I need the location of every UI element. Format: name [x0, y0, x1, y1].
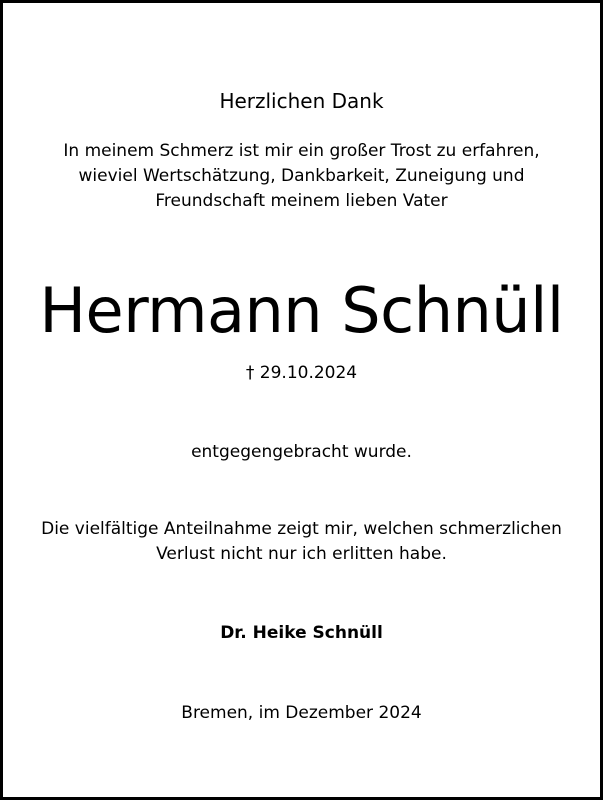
death-date: † 29.10.2024 [245, 363, 358, 383]
signature: Dr. Heike Schnüll [220, 623, 383, 643]
intro-line: wieviel Wertschätzung, Dankbarkeit, Zuneigung und [78, 166, 525, 186]
place-date: Bremen, im Dezember 2024 [181, 703, 422, 723]
intro-paragraph [3, 139, 600, 214]
outro-line: Verlust nicht nur ich erlitten habe. [156, 544, 447, 564]
outro-line: Die vielfältige Anteilnahme zeigt mir, welchen schmerzlichen [41, 519, 562, 539]
outro-paragraph [3, 517, 600, 567]
intro-line: Freundschaft meinem lieben Vater [155, 191, 448, 211]
deceased-name: Hermann Schnüll [39, 274, 564, 347]
notice-heading: Herzlichen Dank [219, 89, 384, 113]
brought-line: entgegengebracht wurde. [191, 442, 412, 462]
intro-line: In meinem Schmerz ist mir ein großer Trost zu erfahren, [63, 141, 540, 161]
